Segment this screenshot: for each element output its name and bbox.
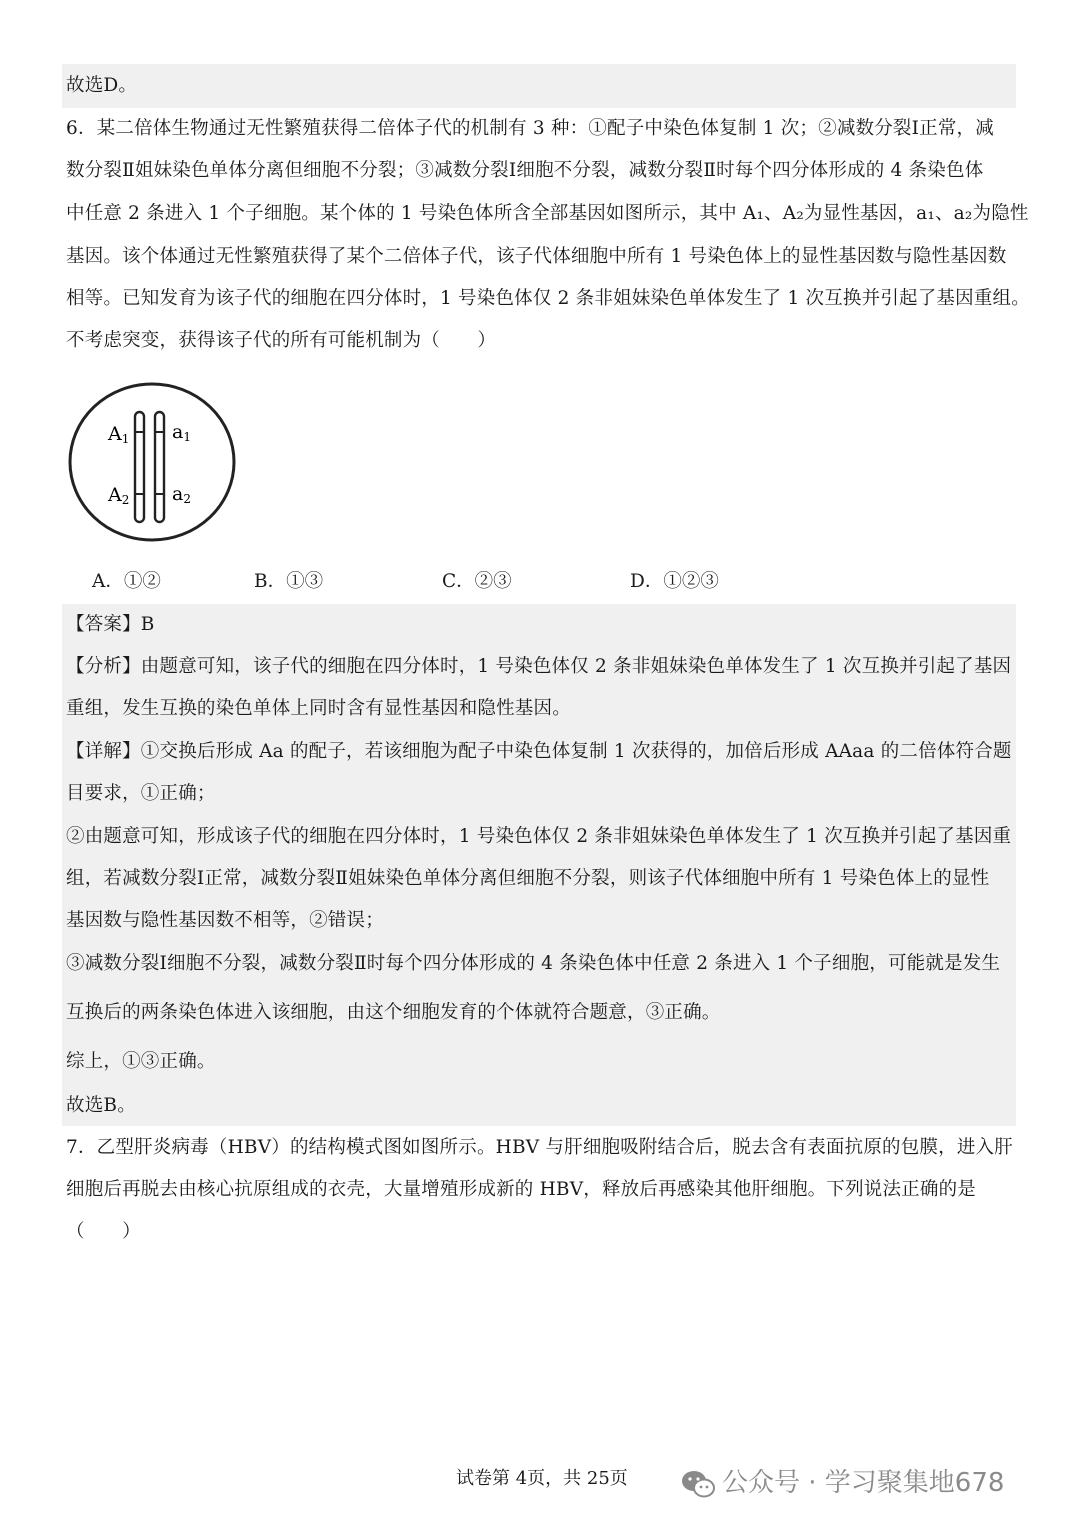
q6-detail-line-1: 【详解】①交换后形成 Aa 的配子，若该细胞为配子中染色体复制 1 次获得的，加倍后形成 AAaa 的二倍体符合题 — [66, 741, 1012, 762]
q6-detail-line-7: 互换后的两条染色体进入该细胞，由这个细胞发育的个体就符合题意，③正确。 — [66, 1002, 721, 1023]
q6-answer-shade — [62, 604, 1016, 1126]
chromatid-right — [155, 412, 164, 522]
q7-stem-line-2: 细胞后再脱去由核心抗原组成的衣壳，大量增殖形成新的 HBV，释放后再感染其他肝细胞。下列说法正确的是 — [66, 1179, 976, 1200]
q6-stem-line-6: 不考虑突变，获得该子代的所有可能机制为（ ） — [66, 330, 497, 351]
q7-stem-line-1: 7．乙型肝炎病毒（HBV）的结构模式图如图所示。HBV 与肝细胞吸附结合后，脱去含有表面抗原的包膜，进入肝 — [66, 1137, 1013, 1158]
q6-stem-line-2: 数分裂Ⅱ姐妹染色单体分离但细胞不分裂；③减数分裂Ⅰ细胞不分裂，减数分裂Ⅱ时每个四分体形成的 4 条染色体 — [66, 160, 984, 181]
cell-outline — [70, 384, 234, 540]
chromatid-left — [135, 412, 144, 522]
prev-answer-conclusion: 故选D。 — [66, 75, 138, 96]
gene-label-a2: a2 — [172, 483, 191, 506]
q6-stem-line-3: 中任意 2 条进入 1 个子细胞。某个体的 1 号染色体所含全部基因如图所示，其中 A₁、A₂为显性基因，a₁、a₂为隐性 — [66, 203, 1029, 224]
gene-label-A1: A1 — [108, 423, 130, 446]
q6-conclusion: 故选B。 — [66, 1095, 136, 1116]
q6-option-d[interactable]: D．①②③ — [630, 571, 719, 592]
watermark-text: 公众号 · 学习聚集地678 — [722, 1468, 1005, 1498]
q6-analysis-line-1: 【分析】由题意可知，该子代的细胞在四分体时，1 号染色体仅 2 条非姐妹染色单体发生了 1 次互换并引起了基因 — [66, 656, 1012, 677]
q6-detail-line-2: 目要求，①正确； — [66, 783, 216, 804]
q6-option-b[interactable]: B．①③ — [254, 571, 324, 592]
chromosome-diagram — [68, 380, 240, 545]
gene-label-a1: a1 — [172, 421, 191, 444]
gene-label-A2: A2 — [108, 484, 130, 507]
q7-stem-line-3: （ ） — [66, 1221, 141, 1242]
q6-option-c[interactable]: C．②③ — [442, 571, 512, 592]
q6-detail-line-4: 组，若减数分裂Ⅰ正常，减数分裂Ⅱ姐妹染色单体分离但细胞不分裂，则该子代体细胞中所有 1 号染色体上的显性 — [66, 868, 990, 889]
q6-option-a[interactable]: A．①② — [92, 571, 161, 592]
q6-summary: 综上，①③正确。 — [66, 1051, 216, 1072]
q6-detail-line-5: 基因数与隐性基因数不相等，②错误； — [66, 910, 384, 931]
q6-answer: 【答案】B — [66, 614, 155, 635]
q6-stem-line-1: 6．某二倍体生物通过无性繁殖获得二倍体子代的机制有 3 种：①配子中染色体复制 1 次；②减数分裂Ⅰ正常，减 — [66, 118, 994, 139]
q6-detail-line-3: ②由题意可知，形成该子代的细胞在四分体时，1 号染色体仅 2 条非姐妹染色单体发生了 1 次互换并引起了基因重 — [66, 826, 1012, 847]
watermark — [680, 1462, 1004, 1499]
q6-stem-line-5: 相等。已知发育为该子代的细胞在四分体时，1 号染色体仅 2 条非姐妹染色单体发生了 1 次互换并引起了基因重组。 — [66, 288, 1030, 309]
q6-detail-line-6: ③减数分裂Ⅰ细胞不分裂，减数分裂Ⅱ时每个四分体形成的 4 条染色体中任意 2 条进入 1 个子细胞，可能就是发生 — [66, 953, 1001, 974]
q6-analysis-line-2: 重组，发生互换的染色单体上同时含有显性基因和隐性基因。 — [66, 698, 571, 719]
wechat-icon — [680, 1469, 716, 1499]
q6-stem-line-4: 基因。该个体通过无性繁殖获得了某个二倍体子代，该子代体细胞中所有 1 号染色体上的显性基因数与隐性基因数 — [66, 246, 1007, 267]
page-footer: 试卷第 4页，共 25页 — [456, 1468, 628, 1489]
